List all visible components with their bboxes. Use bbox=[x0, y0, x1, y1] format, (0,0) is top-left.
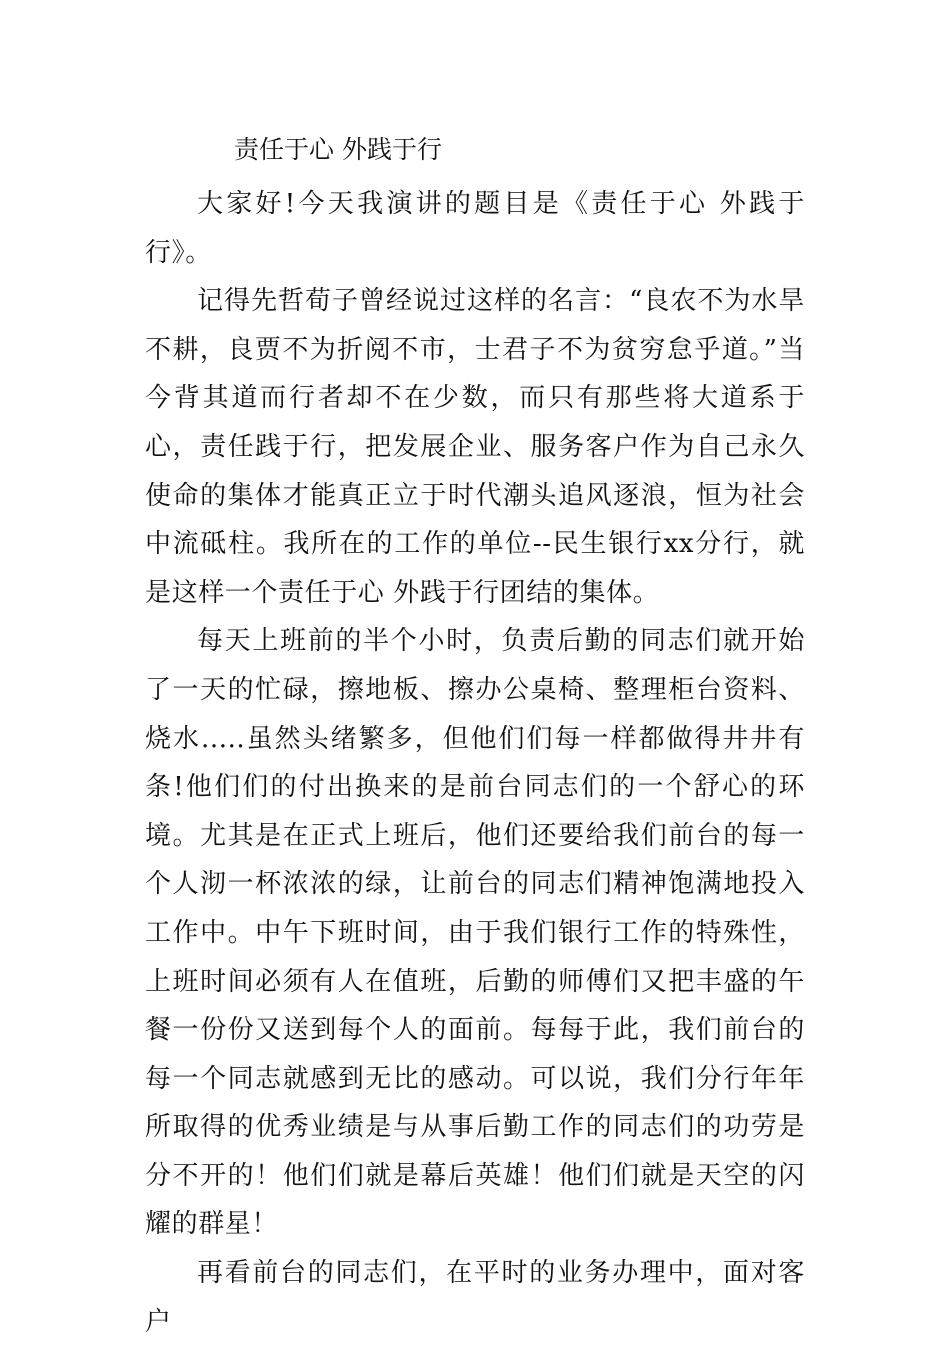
paragraph-xunzi-quote: 记得先哲荀子曾经说过这样的名言：“良农不为水旱不耕，良贾不为折阅不市，士君子不为贫穷怠乎道。”当今背其道而行者却不在少数，而只有那些将大道系于心，责任践于行，把发展企业、服务客户作为自己永久使命的集体才能真正立于时代潮头追风逐浪，恒为社会中流砥柱。我所在的工作的单位--民生银行xx分行，就是这样一个责任于心 外践于行团结的集体。 bbox=[145, 286, 805, 608]
paragraph-logistics-staff: 每天上班前的半个小时，负责后勤的同志们就开始了一天的忙碌，擦地板、擦办公桌椅、整理柜台资料、烧水.....虽然头绪繁多，但他们们每一样都做得井井有条!他们们的付出换来的是前台同志们的一个舒心的环境。尤其是在正式上班后，他们还要给我们前台的每一个人沏一杯浓浓的绿，让前台的同志们精神饱满地投入工作中。中午下班时间，由于我们银行工作的特殊性，上班时间必须有人在值班，后勤的师傅们又把丰盛的午餐一份份又送到每个人的面前。每每于此，我们前台的每一个同志就感到无比的感动。可以说，我们分行年年所取得的优秀业绩是与从事后勤工作的同志们的功劳是分不开的！他们们就是幕后英雄！他们们就是天空的闪耀的群星！ bbox=[145, 626, 805, 1240]
paragraph-front-desk: 再看前台的同志们，在平时的业务办理中，面对客户 bbox=[145, 1258, 805, 1337]
paragraph-greeting: 大家好!今天我演讲的题目是《责任于心 外践于行》。 bbox=[145, 189, 805, 268]
document-title: 责任于心 外践于行 bbox=[234, 135, 442, 164]
document-body bbox=[145, 180, 805, 1346]
